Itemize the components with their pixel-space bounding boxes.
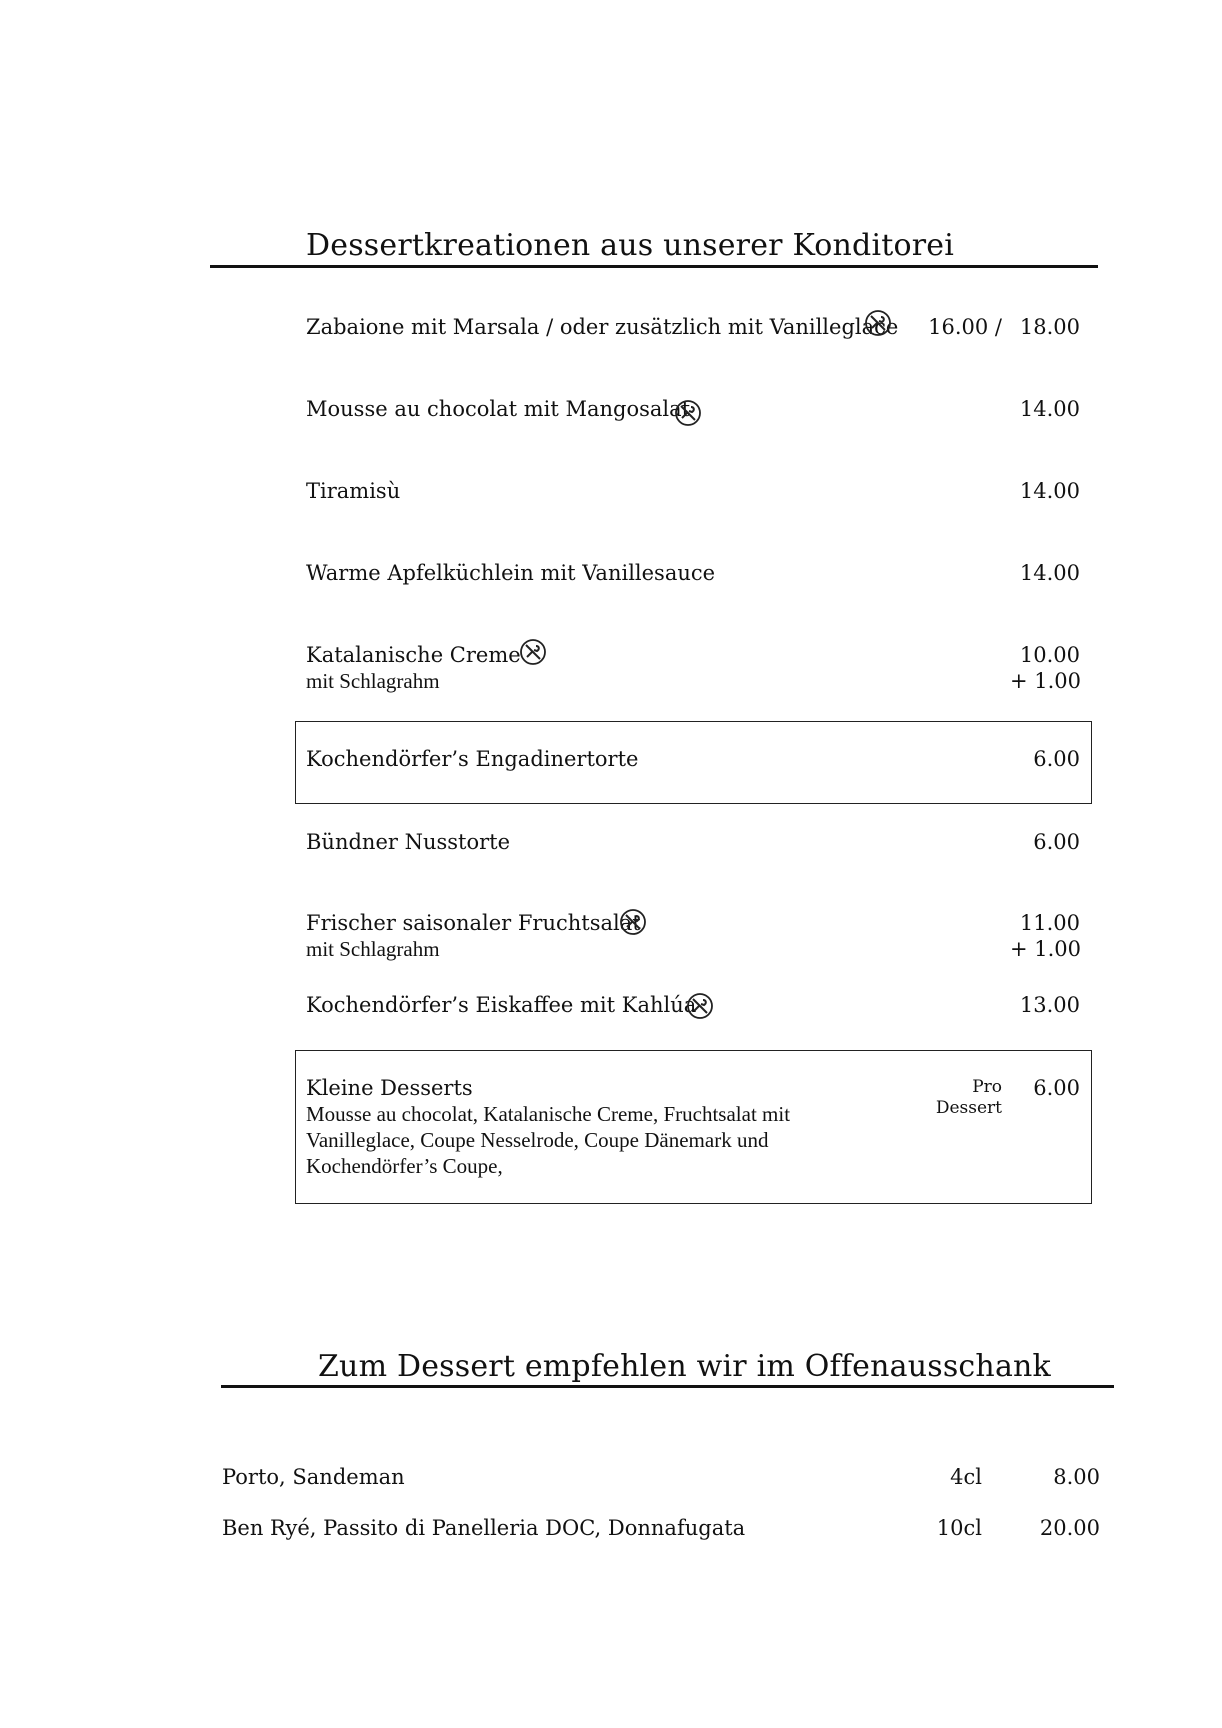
unit-label: Pro bbox=[972, 1077, 1002, 1097]
menu-item-price: 6.00 bbox=[1033, 1076, 1080, 1100]
menu-item-name: Zabaione mit Marsala / oder zusätzlich mit Vanilleglace bbox=[306, 315, 899, 339]
wine-item-name: Porto, Sandeman bbox=[222, 1465, 405, 1489]
wine-item-price: 8.00 bbox=[1053, 1465, 1100, 1489]
unit-label: Dessert bbox=[935, 1098, 1002, 1118]
section-title-desserts: Dessertkreationen aus unserer Konditorei bbox=[306, 228, 955, 263]
no-alcohol-free-icon bbox=[674, 399, 702, 427]
menu-item-price: 14.00 bbox=[1019, 397, 1080, 421]
wine-item-price: 20.00 bbox=[1039, 1516, 1100, 1540]
menu-item-sub: mit Schlagrahm bbox=[306, 669, 440, 693]
menu-item-price: 11.00 bbox=[1019, 911, 1080, 935]
kleine-desserts-desc: Vanilleglace, Coupe Nesselrode, Coupe Dänemark und bbox=[306, 1128, 769, 1152]
menu-item-name: Kochendörfer’s Eiskaffee mit Kahlúa bbox=[306, 993, 697, 1017]
title-underline bbox=[210, 265, 1098, 268]
wine-item-qty: 4cl bbox=[950, 1465, 982, 1489]
no-alcohol-free-icon bbox=[864, 309, 892, 337]
menu-item-name: Frischer saisonaler Fruchtsalat bbox=[306, 911, 641, 935]
menu-item-price: 13.00 bbox=[1019, 993, 1080, 1017]
kleine-desserts-title: Kleine Desserts bbox=[306, 1076, 473, 1100]
menu-item-name: Warme Apfelküchlein mit Vanillesauce bbox=[306, 561, 716, 585]
menu-item-name: Kochendörfer’s Engadinertorte bbox=[306, 747, 639, 771]
wine-item-name: Ben Ryé, Passito di Panelleria DOC, Donnafugata bbox=[222, 1516, 746, 1540]
menu-item-price: 14.00 bbox=[1019, 561, 1080, 585]
no-alcohol-free-icon bbox=[686, 992, 714, 1020]
kleine-desserts-desc: Kochendörfer’s Coupe, bbox=[306, 1154, 503, 1178]
menu-item-name: Katalanische Creme bbox=[306, 643, 521, 667]
menu-item-name: Tiramisù bbox=[306, 479, 401, 503]
menu-item-sub: mit Schlagrahm bbox=[306, 937, 440, 961]
kleine-desserts-box bbox=[295, 1050, 1092, 1204]
menu-item-price-alt: 16.00 / bbox=[928, 315, 1002, 339]
no-alcohol-free-icon bbox=[519, 638, 547, 666]
section-title-wines: Zum Dessert empfehlen wir im Offenausschank bbox=[318, 1349, 1051, 1384]
menu-item-price: 10.00 bbox=[1019, 643, 1080, 667]
title-underline bbox=[221, 1385, 1114, 1388]
menu-item-price: 6.00 bbox=[1033, 830, 1080, 854]
menu-item-sub-price: + 1.00 bbox=[1010, 937, 1082, 961]
menu-item-name: Bündner Nusstorte bbox=[306, 830, 511, 854]
kleine-desserts-desc: Mousse au chocolat, Katalanische Creme, Fruchtsalat mit bbox=[306, 1102, 791, 1126]
menu-item-price: 14.00 bbox=[1019, 479, 1080, 503]
wine-item-qty: 10cl bbox=[936, 1516, 982, 1540]
no-alcohol-free-icon bbox=[619, 908, 647, 936]
menu-item-name: Mousse au chocolat mit Mangosalat bbox=[306, 397, 691, 421]
menu-item-sub-price: + 1.00 bbox=[1010, 669, 1082, 693]
menu-item-price: 6.00 bbox=[1033, 747, 1080, 771]
menu-item-price: 18.00 bbox=[1019, 315, 1080, 339]
